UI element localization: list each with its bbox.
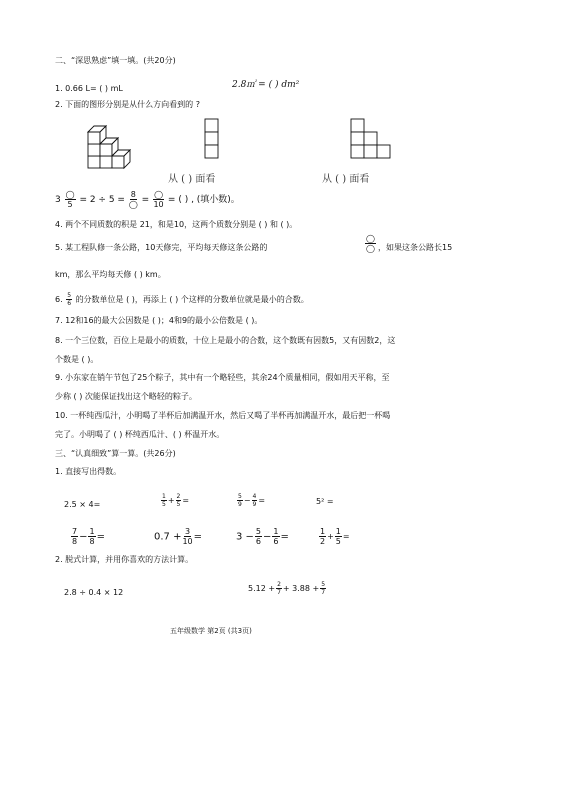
expression-2: 5.12 + $\frac{2}{7}$ + 3.88 + $\frac{5}{7}$: [248, 581, 326, 596]
section3-question-2: 2. 脱式计算，并用你喜欢的方法计算。: [55, 555, 194, 564]
r2c1-equals: =: [96, 531, 105, 543]
r2c3-equals: =: [280, 531, 289, 543]
r1c3-equals: =: [258, 496, 266, 505]
q3-division: = 2 ÷ 5 =: [79, 195, 125, 205]
question-5-fraction: $\frac{◯}{◯}$: [366, 234, 375, 253]
side-view-figure: [204, 118, 220, 160]
q3-blank-fraction: $\frac{◯}{5}$: [65, 190, 75, 209]
section3-question-1: 1. 直接写出得数。: [55, 467, 122, 476]
section2-title: 二、“深思熟虑”填一填。(共20分): [55, 56, 176, 65]
r2c2-equals: =: [193, 531, 203, 543]
r1c2-equals: =: [182, 496, 190, 505]
calc-0-7-plus-fraction: 0.7 + $\frac{3}{10}$ =: [154, 527, 203, 546]
r2c2-label: 0.7 +: [154, 531, 182, 543]
question-8-line-2: 个数是 ( )。: [55, 355, 99, 364]
view-direction-left-blank: 从 ( ) 面看: [168, 174, 216, 185]
calc-2-5-times-4: 2.5 × 4=: [64, 500, 101, 509]
calc-fraction-diff-1: $\frac{5}{9}$ − $\frac{4}{9}$ =: [238, 493, 266, 508]
q6-fraction: $\frac{5}{6}$: [67, 292, 72, 307]
q3-fraction-10: $\frac{◯}{10}$: [153, 190, 164, 209]
question-10-line-1: 10. 一杯纯西瓜汁，小明喝了半杯后加满温开水，然后又喝了半杯再加满温开水，最后把一杯喝: [55, 411, 391, 420]
q3-fraction-8: $\frac{8}{◯}$: [128, 190, 138, 209]
q3-whole-number: 3: [55, 195, 61, 205]
calc-fraction-diff-2: $\frac{7}{8}$ − $\frac{1}{8}$ =: [72, 527, 105, 546]
q3-tail: = ( ) , (填小数)。: [167, 195, 240, 205]
q6-number: 6.: [55, 295, 63, 304]
question-7: 7. 12和16的最大公因数是 ( )；4和9的最小公倍数是 ( )。: [55, 316, 263, 325]
question-3: 3 $\frac{◯}{5}$ = 2 ÷ 5 = $\frac{8}{◯}$ = $\frac{◯}{10}$ = ( ) , (填小数)。: [55, 190, 240, 209]
q6-text: 的分数单位是 ( )，再添上 ( ) 个这样的分数单位就是最小的合数。: [75, 295, 309, 304]
section3-title: 三、“认真细致”算一算。(共26分): [55, 449, 176, 458]
question-4: 4. 两个不同质数的积是 21，和是10，这两个质数分别是 ( ) 和 ( )。: [55, 220, 298, 229]
calc-5-squared: 5² =: [316, 497, 334, 506]
question-5-part-b: ，如果这条公路长15: [378, 243, 453, 252]
expression-1: 2.8 ÷ 0.4 × 12: [64, 588, 124, 597]
expr2-part-b: + 3.88 +: [282, 584, 320, 593]
question-6: [55, 292, 309, 307]
question-8-line-1: 8. 一个三位数，百位上是最小的质数，十位上是最小的合数，这个数既有因数5，又有因数2，这: [55, 336, 396, 345]
calc-fraction-sum-1: $\frac{1}{5}$ + $\frac{2}{5}$ =: [162, 493, 190, 508]
r2c4-equals: =: [342, 532, 350, 541]
question-5-part-c: km，那么平均每天修 ( ) km。: [55, 270, 166, 279]
front-view-figure: [350, 118, 392, 160]
question-2: 2. 下面的图形分别是从什么方向看到的 ?: [55, 100, 200, 109]
question-1: 1. 0.66 L= ( ) mL: [55, 84, 123, 93]
page-footer: 五年级数学 第2页 (共3页): [170, 627, 252, 635]
calc-3-minus-fractions: 3 − $\frac{5}{6}$ − $\frac{1}{6}$ =: [236, 527, 289, 546]
calc-fraction-sum-2: $\frac{1}{2}$ + $\frac{1}{5}$ =: [320, 527, 350, 546]
r2c3-label: 3 −: [236, 531, 254, 543]
view-direction-right-blank: 从 ( ) 面看: [322, 174, 370, 185]
question-5-part-a: 5. 某工程队修一条公路，10天修完，平均每天修这条公路的: [55, 243, 268, 252]
question-9-line-1: 9. 小东家在销午节包了25个粽子，其中有一个略轻些，其余24个质量相同，假如用天平称，至: [55, 373, 390, 382]
question-10-line-2: 完了。小明喝了 ( ) 杯纯西瓜汁、( ) 杯温开水。: [55, 430, 225, 439]
expr2-part-a: 5.12 +: [248, 584, 276, 593]
question-1-area-conversion: 2.8㎡ = ( ) dm²: [232, 80, 300, 90]
cube-stack-3d-figure: [86, 118, 136, 174]
question-9-line-2: 少称 ( ) 次能保证找出这个略轻的粽子。: [55, 392, 197, 401]
